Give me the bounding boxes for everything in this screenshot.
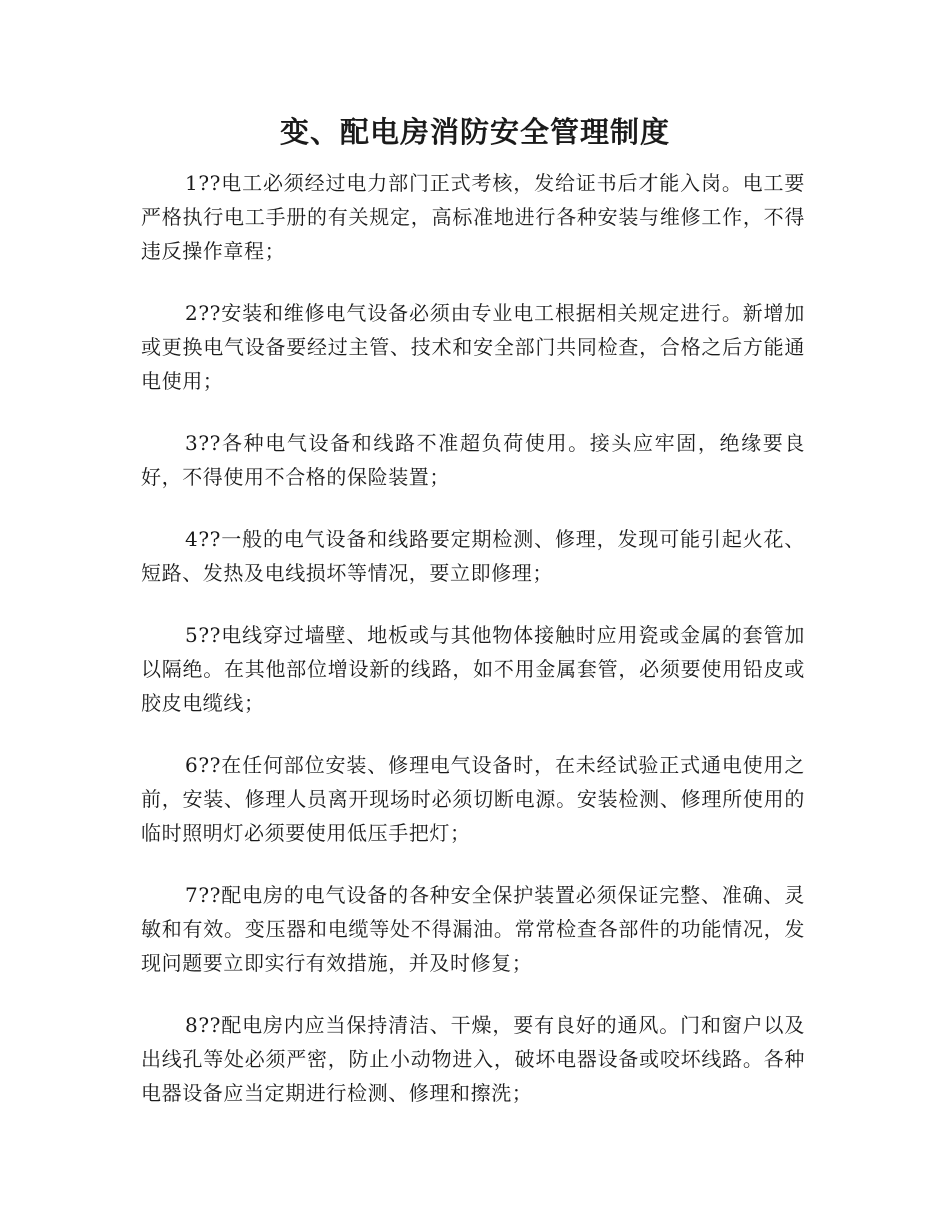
paragraph-4: 4??一般的电气设备和线路要定期检测、修理，发现可能引起火花、短路、发热及电线损坏等情况，要立即修理； xyxy=(141,527,805,585)
paragraph-5: 5??电线穿过墙壁、地板或与其他物体接触时应用瓷或金属的套管加以隔绝。在其他部位增设新的线路，如不用金属套管，必须要使用铅皮或胶皮电缆线； xyxy=(141,623,805,715)
paragraph-8: 8??配电房内应当保持清洁、干燥，要有良好的通风。门和窗户以及出线孔等处必须严密，防止小动物进入，破坏电器设备或咬坏线路。各种电器设备应当定期进行检测、修理和擦洗； xyxy=(141,1013,805,1105)
paragraph-2: 2??安装和维修电气设备必须由专业电工根据相关规定进行。新增加或更换电气设备要经过主管、技术和安全部门共同检查，合格之后方能通电使用； xyxy=(141,301,805,393)
document-body xyxy=(141,166,805,1138)
paragraph-6: 6??在任何部位安装、修理电气设备时，在未经试验正式通电使用之前，安装、修理人员离开现场时必须切断电源。安装检测、修理所使用的临时照明灯必须要使用低压手把灯； xyxy=(141,753,805,845)
paragraph-1: 1??电工必须经过电力部门正式考核，发给证书后才能入岗。电工要严格执行电工手册的有关规定，高标准地进行各种安装与维修工作，不得违反操作章程； xyxy=(141,171,805,263)
paragraph-7: 7??配电房的电气设备的各种安全保护装置必须保证完整、准确、灵敏和有效。变压器和电缆等处不得漏油。常常检查各部件的功能情况，发现问题要立即实行有效措施，并及时修复； xyxy=(141,883,805,975)
document-title: 变、配电房消防安全管理制度 xyxy=(279,115,670,149)
paragraph-3: 3??各种电气设备和线路不准超负荷使用。接头应牢固，绝缘要良好，不得使用不合格的保险装置； xyxy=(141,431,805,489)
